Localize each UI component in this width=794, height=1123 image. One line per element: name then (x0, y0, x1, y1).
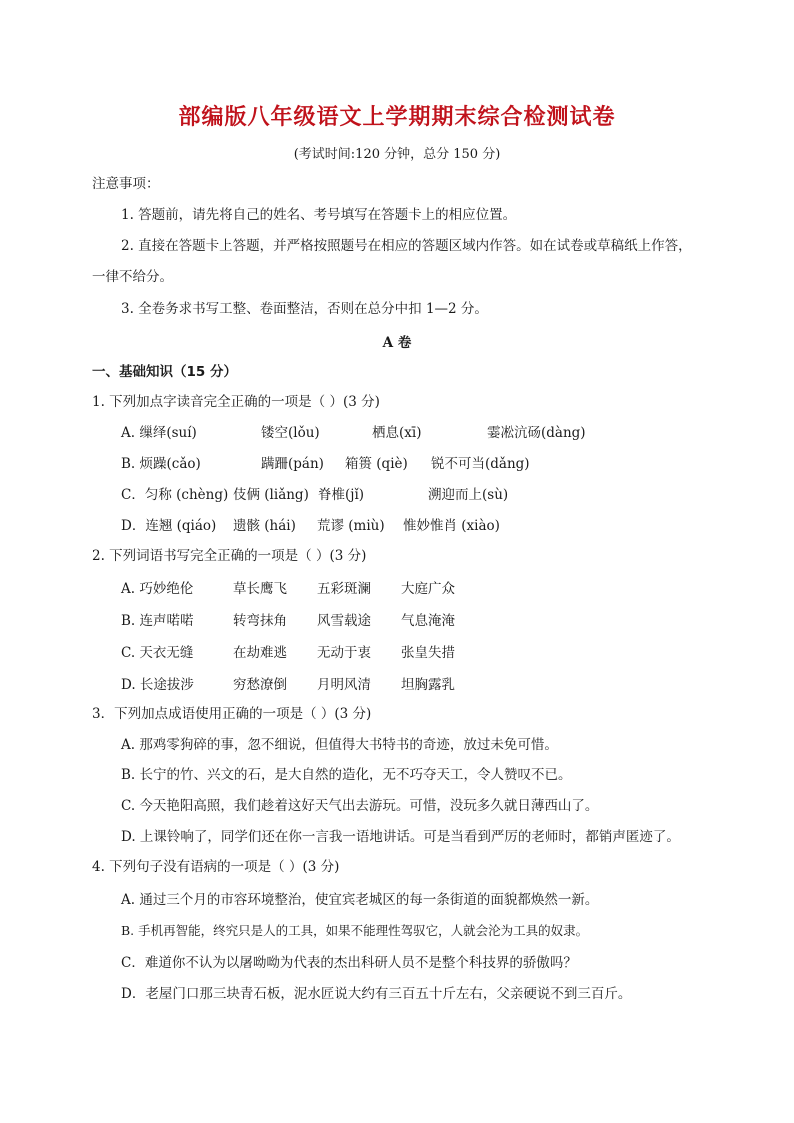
q1-b-item: 锐不可当(dǎng) (431, 456, 530, 472)
section-a-heading: A 卷 (382, 335, 412, 351)
q2-a-item: 草长鹰飞 (233, 581, 287, 597)
q1-d-item: 荒谬 (miù) (317, 518, 385, 534)
q1-option-a (121, 424, 586, 442)
q2-d-item: D. 长途拔涉 (121, 677, 194, 693)
q2-c-item: 张皇失措 (401, 645, 455, 661)
q2-option-d (121, 676, 455, 694)
q2-d-item: 月明风清 (317, 677, 371, 693)
part-1-heading: 一、基础知识（15 分） (92, 364, 237, 380)
q2-c-item: 无动于衷 (317, 645, 371, 661)
notes-item-1: 1. 答题前，请先将自己的姓名、考号填写在答题卡上的相应位置。 (121, 207, 517, 223)
q2-option-c (121, 644, 455, 662)
q2-stem: 2. 下列词语书写完全正确的一项是（ ）(3 分) (92, 548, 367, 564)
q1-d-item: 惟妙惟肖 (xiào) (403, 518, 500, 534)
q1-d-item: 遗骸 (hái) (233, 518, 296, 534)
notes-item-2-line-2: 一律不给分。 (92, 269, 173, 285)
notes-heading: 注意事项： (92, 176, 160, 192)
q2-a-item: 五彩斑澜 (317, 581, 371, 597)
q1-option-c (121, 486, 508, 504)
q1-option-d (121, 517, 500, 535)
q1-option-b (121, 455, 530, 473)
q1-c-item: 溯迎而上(sù) (428, 487, 509, 503)
q1-a-item: 镂空(lǒu) (261, 425, 320, 441)
q3-option-b: B. 长宁的竹、兴文的石，是大自然的造化，无不巧夺天工，令人赞叹不已。 (121, 767, 572, 783)
q3-option-d: D. 上课铃响了，同学们还在你一言我一语地讲话。可是当看到严厉的老师时，都销声匿迹了。 (121, 829, 680, 845)
q2-a-item: 大庭广众 (401, 581, 455, 597)
q2-d-item: 穷愁潦倒 (233, 677, 287, 693)
q4-option-b: B. 手机再智能，终究只是人的工具，如果不能理性驾驭它，人就会沦为工具的奴隶。 (121, 923, 589, 938)
q4-option-c: C．难道你不认为以屠呦呦为代表的杰出科研人员不是整个科技界的骄傲吗？ (121, 955, 577, 971)
q1-c-item: 伎俩 (liǎng) (233, 487, 309, 503)
q3-option-c: C. 今天艳阳高照，我们趁着这好天气出去游玩。可惜，没玩多久就日薄西山了。 (121, 798, 599, 814)
page-subtitle: (考试时间:120 分钟，总分 150 分) (293, 147, 501, 162)
q1-b-item: 箱篑 (qiè) (345, 456, 408, 472)
q2-option-b (121, 612, 455, 630)
q2-option-a (121, 580, 455, 598)
q1-a-item: 栖息(xī) (372, 425, 422, 441)
q4-stem: 4. 下列句子没有语病的一项是（ ）(3 分) (92, 859, 340, 875)
q2-b-item: B. 连声喏喏 (121, 613, 194, 629)
q1-b-item: B. 烦躁(cǎo) (121, 456, 201, 472)
q1-d-item: D．连翘 (qiáo) (121, 518, 217, 534)
q1-a-item: 霎凇沆砀(dàng) (487, 425, 586, 441)
q4-option-a: A. 通过三个月的市容环境整治，使宜宾老城区的每一条街道的面貌都焕然一新。 (121, 892, 599, 908)
q3-stem: 3．下列加点成语使用正确的一项是（ ）(3 分) (92, 706, 372, 722)
q2-c-item: 在劫难逃 (233, 645, 287, 661)
q3-option-a: A. 那鸡零狗碎的事，忽不细说，但值得大书特书的奇迹，放过未免可惜。 (121, 737, 558, 753)
notes-item-3: 3. 全卷务求书写工整、卷面整洁，否则在总分中扣 1—2 分。 (121, 301, 488, 317)
q2-b-item: 风雪载途 (317, 613, 371, 629)
q1-a-item: A. 缫绎(suí) (121, 425, 197, 441)
q2-b-item: 气息淹淹 (401, 613, 455, 629)
q2-d-item: 坦胸露乳 (401, 677, 455, 693)
q1-c-item: C．匀称 (chèng) (121, 487, 229, 503)
notes-item-2-line-1: 2. 直接在答题卡上答题，并严格按照题号在相应的答题区域内作答。如在试卷或草稿纸上作答， (121, 238, 692, 254)
q2-c-item: C. 天衣无缝 (121, 645, 194, 661)
q1-b-item: 蹒跚(pán) (261, 456, 324, 472)
q1-c-item: 脊椎(jǐ) (318, 487, 365, 503)
q2-a-item: A. 巧妙绝伦 (121, 581, 194, 597)
page-title: 部编版八年级语文上学期期末综合检测试卷 (178, 105, 616, 130)
q1-stem: 1. 下列加点字读音完全正确的一项是（ ）(3 分) (92, 394, 380, 410)
q4-option-d: D．老屋门口那三块青石板，泥水匠说大约有三百五十斤左右，父亲硬说不到三百斤。 (121, 986, 632, 1002)
q2-b-item: 转弯抹角 (233, 613, 287, 629)
